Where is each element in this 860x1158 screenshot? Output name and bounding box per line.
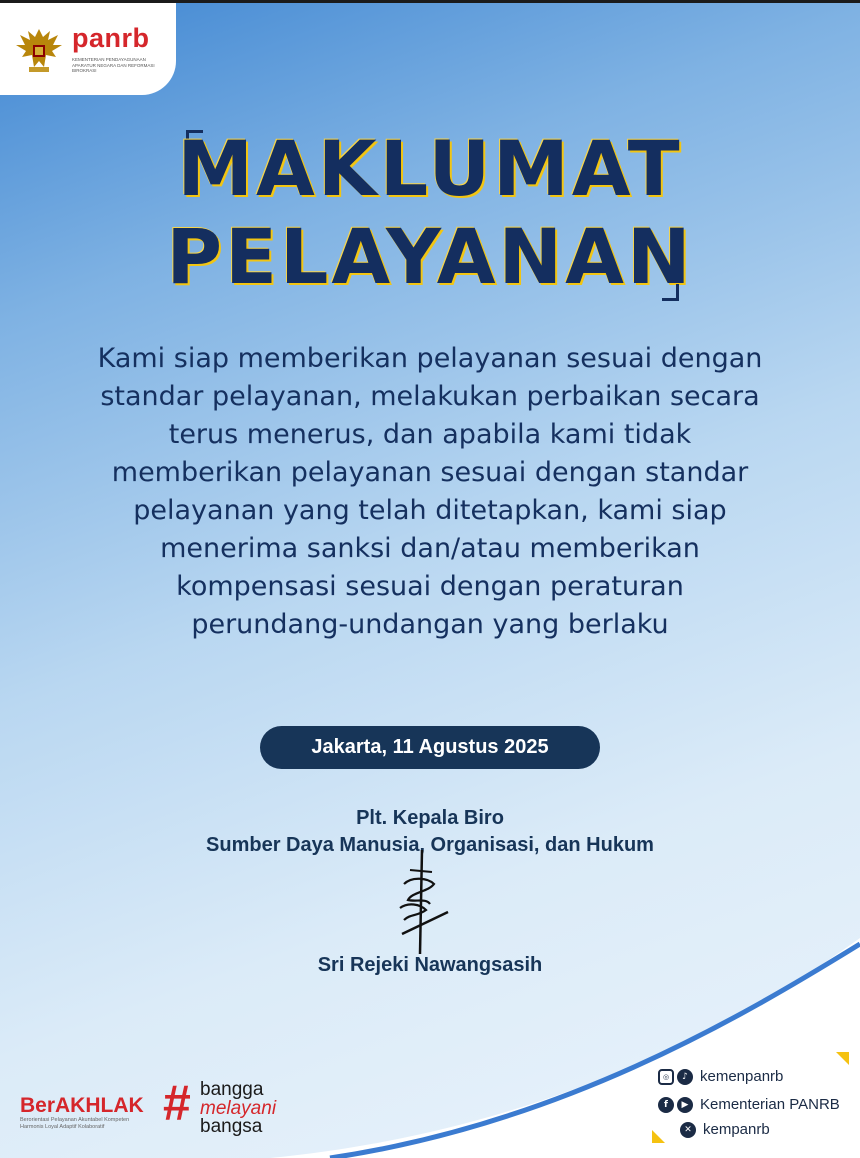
body-line: perundang-undangan yang berlaku bbox=[191, 609, 669, 640]
social-row-facebook-youtube[interactable] bbox=[658, 1096, 840, 1113]
social-handle: Kementerian PANRB bbox=[700, 1096, 840, 1113]
berakhlak-tagline: Berorientasi Pelayanan Akuntabel Kompeten Harmonis Loyal Adaptif Kolaboratif bbox=[20, 1117, 130, 1130]
body-line: standar pelayanan, melakukan perbaikan secara bbox=[100, 381, 760, 412]
bangga-line-3: bangsa bbox=[200, 1116, 263, 1137]
yellow-corner-accent-top bbox=[836, 1052, 849, 1065]
body-line: terus menerus, dan apabila kami tidak bbox=[168, 419, 692, 450]
social-handle: kemenpanrb bbox=[700, 1068, 784, 1085]
yellow-corner-accent-bottom bbox=[652, 1130, 665, 1143]
body-line: Kami siap memberikan pelayanan sesuai dengan bbox=[97, 343, 763, 374]
instagram-icon: ◎ bbox=[658, 1069, 674, 1085]
facebook-icon: f bbox=[658, 1097, 674, 1113]
bangga-line-1: bangga bbox=[200, 1079, 264, 1100]
signatory-name: Sri Rejeki Nawangsasih bbox=[317, 954, 543, 976]
signatory-title-line-2: Sumber Daya Manusia, Organisasi, dan Hukum bbox=[206, 834, 654, 856]
social-row-instagram-tiktok[interactable] bbox=[658, 1068, 783, 1085]
body-line: menerima sanksi dan/atau memberikan bbox=[160, 533, 700, 564]
body-line: memberikan pelayanan sesuai dengan standar bbox=[111, 457, 749, 488]
social-row-x[interactable] bbox=[680, 1121, 770, 1138]
youtube-icon: ▶ bbox=[677, 1097, 693, 1113]
panrb-logo-word: panrb bbox=[72, 23, 150, 53]
body-line: pelayanan yang telah ditetapkan, kami siap bbox=[133, 495, 727, 526]
bangga-hash-logo: # bbox=[163, 1075, 191, 1131]
berakhlak-logo: BerAKHLAK bbox=[20, 1094, 144, 1117]
signatory-title-line-1: Plt. Kepala Biro bbox=[356, 807, 504, 829]
date-badge: Jakarta, 11 Agustus 2025 bbox=[260, 726, 600, 769]
social-handle: kempanrb bbox=[703, 1121, 770, 1138]
title-line-1: MAKLUMAT bbox=[177, 124, 683, 213]
x-icon: ✕ bbox=[680, 1122, 696, 1138]
logo-subtitle: KEMENTERIAN PENDAYAGUNAAN APARATUR NEGARA DAN REFORMASI BIROKRASI bbox=[72, 57, 155, 73]
title-line-2: PELAYANAN bbox=[166, 212, 694, 301]
tiktok-icon: ♪ bbox=[677, 1069, 693, 1085]
bangga-line-2: melayani bbox=[200, 1098, 277, 1119]
body-line: kompensasi sesuai dengan peraturan bbox=[176, 571, 684, 602]
